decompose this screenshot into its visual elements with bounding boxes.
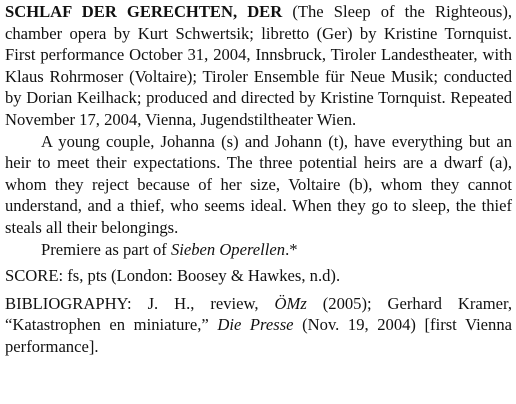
premiere-after: .* [285,239,298,259]
bibliography-journal2: Die Presse [217,315,294,335]
entry-header-text: (The Sleep of the Righteous), chamber opera by Kurt Schwertsik; libretto (Ger) by Kristine Tornquist. First performance October 31, 2004, Innsbruck, Tiroler Landestheater, with Klaus Rohrmoser (Voltaire); Tiroler Ensemble für Neue Musik; conducted by Dorian Keilhack; produced and directed by Kristine Tornquist. Repeated November 17, 2004, Vienna, Jugendstiltheater Wien. [5,2,512,129]
bibliography-part3: (Nov. 19, 2004) [first Vienna performance]. [5,315,512,356]
bibliography-part2: (2005); Gerhard Kramer, “Katastrophen en miniature,” [5,293,513,335]
premiere-title: Sieben Operellen [170,239,286,259]
entry-header [5,1,512,131]
premiere-before: Premiere as part of [41,239,171,259]
bibliography-journal1: ÖMz [274,293,307,313]
entry-headword: SCHLAF DER GERECHTEN, DER [5,2,283,21]
score-line: SCORE: fs, pts (London: Boosey & Hawkes, n.d). [5,266,341,286]
bibliography-part1: BIBLIOGRAPHY: J. H., review, [5,293,275,313]
entry-synopsis: A young couple, Johanna (s) and Johann (t), have everything but an heir to meet their expectations. The three potential heirs are a dwarf (a), whom they reject because of her size, Voltaire (b), whom they cannot understand, and a thief, who seems ideal. When they go to sleep, the thief steals all their belongings. [5,131,512,237]
bibliography [5,293,512,358]
premiere-note [5,239,512,261]
